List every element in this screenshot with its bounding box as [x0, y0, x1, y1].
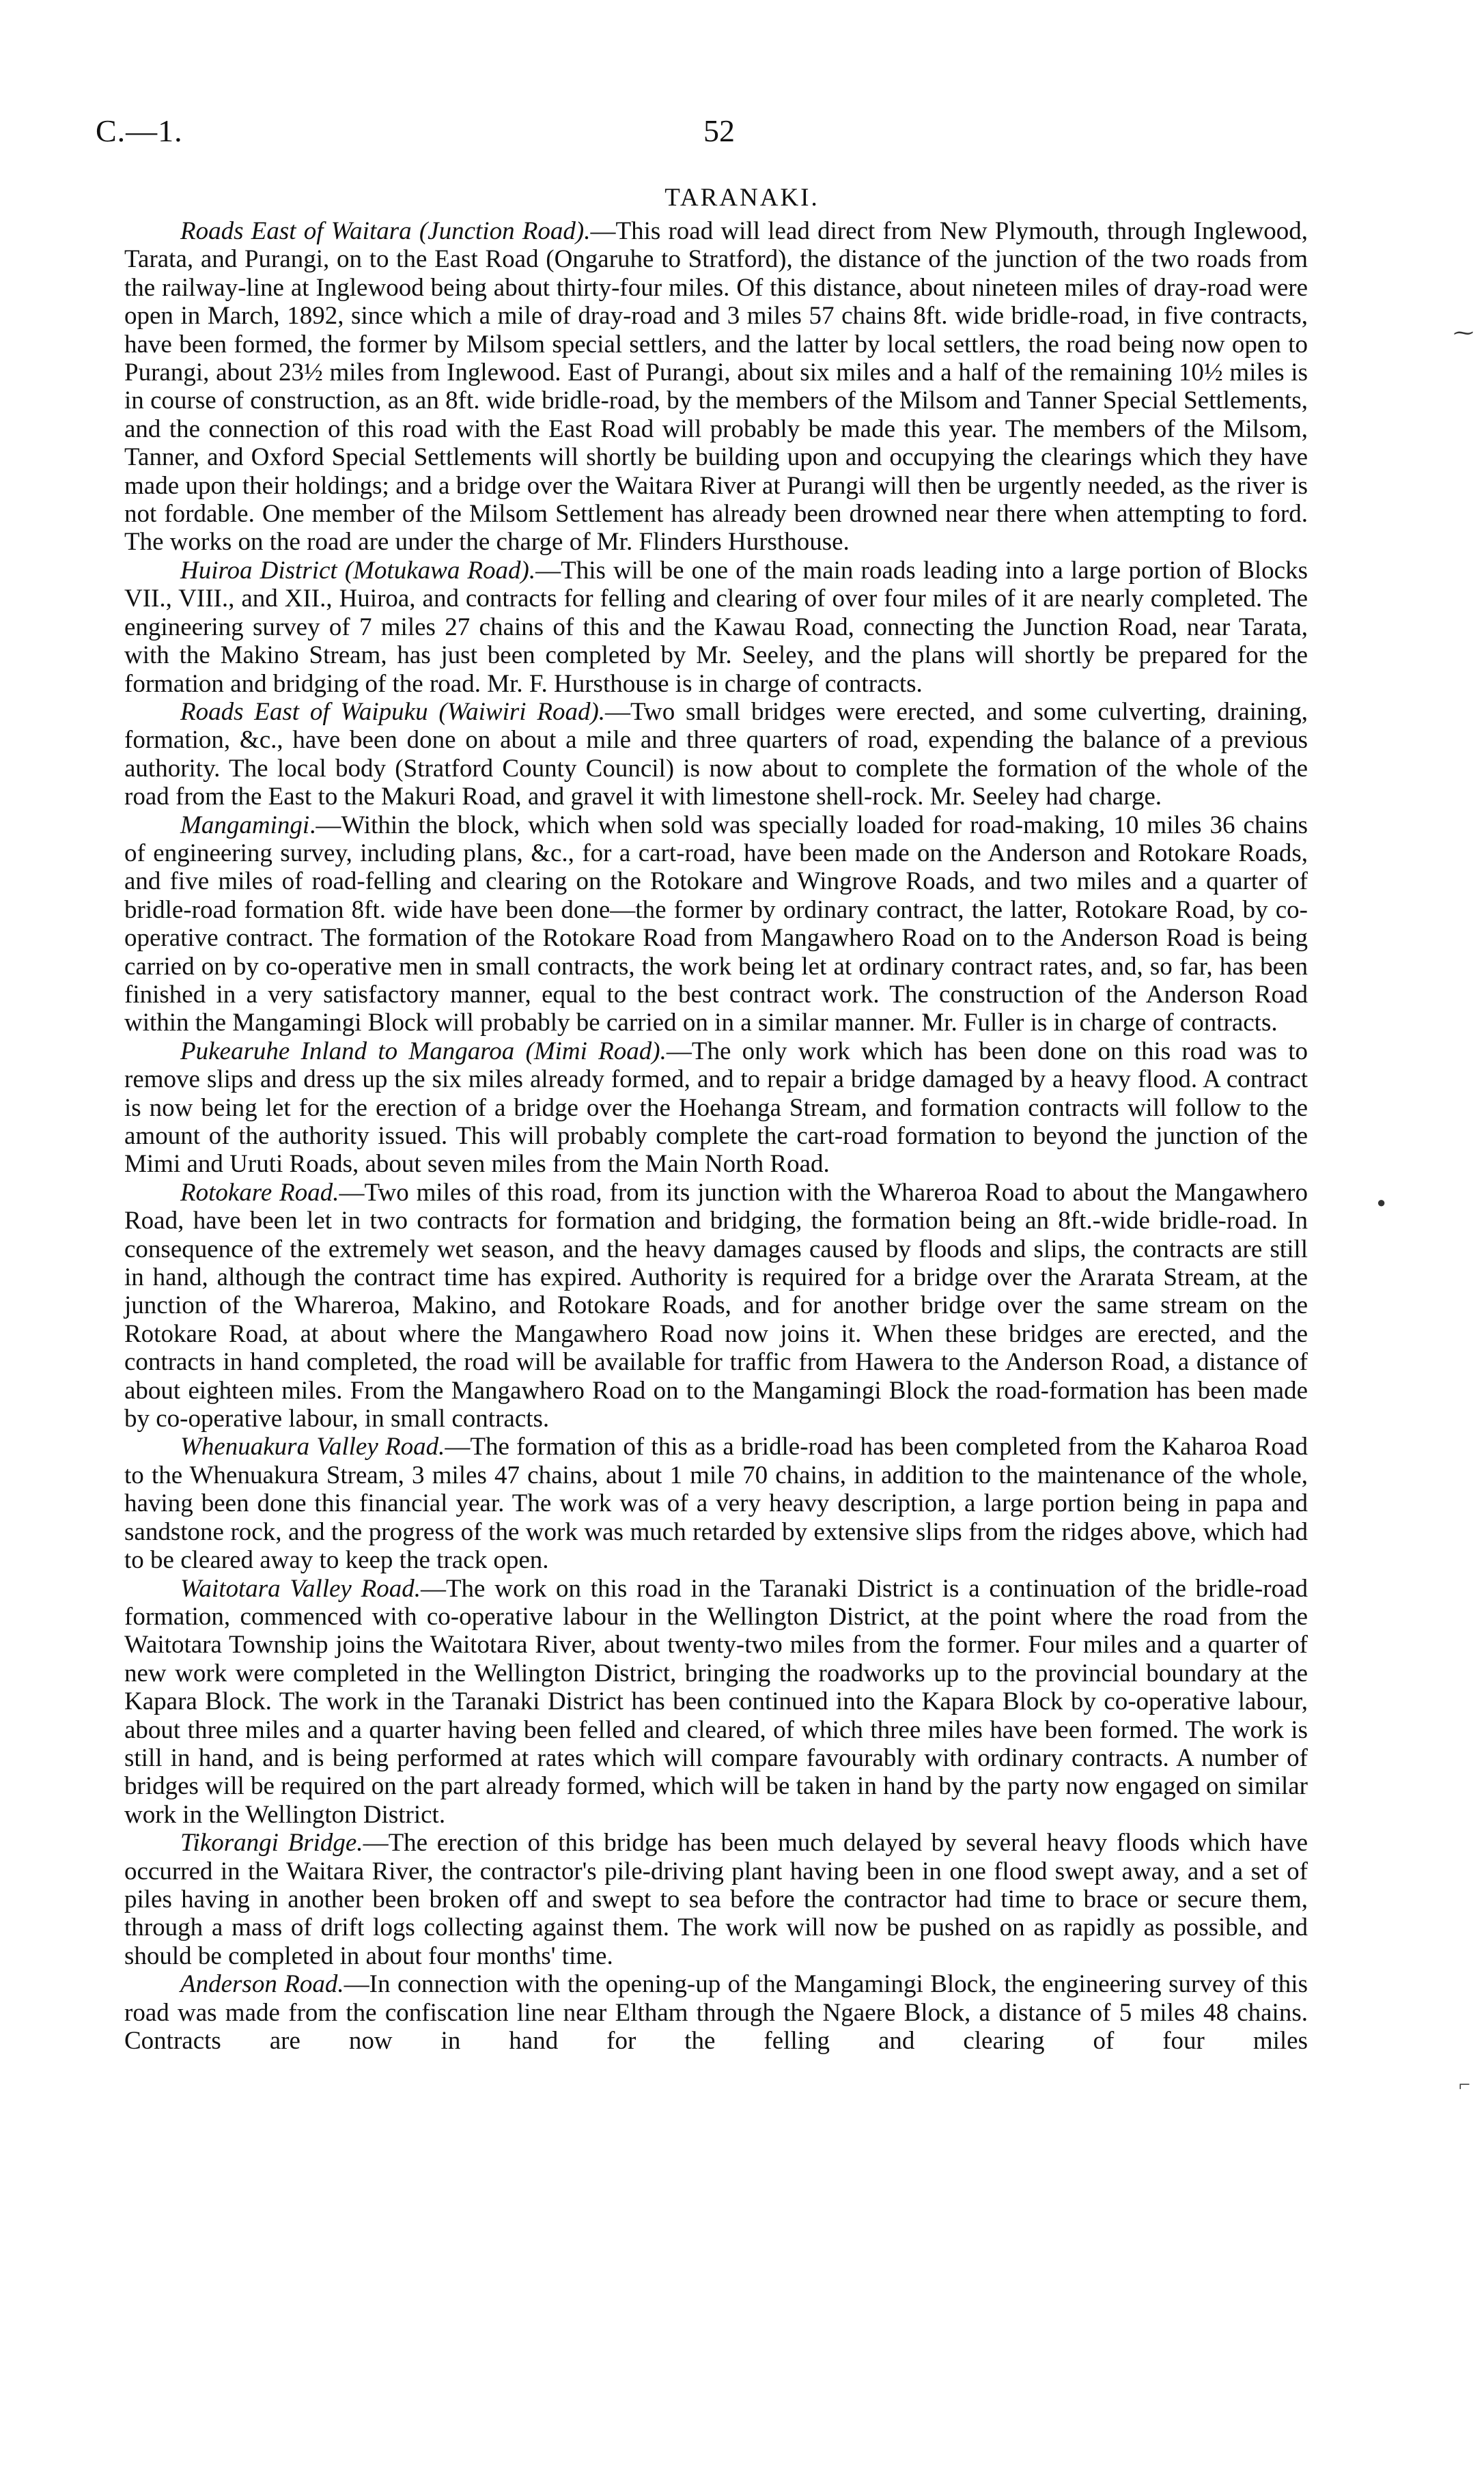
body-text: [124, 217, 1308, 2055]
paragraph-text: —The only work which has been done on this road was to remove slips and dress up the six miles already formed, and to repair a bridge damaged by a heavy flood. A contract is now being let for the erection of a bridge over the Hoehanga Stream, and formation contracts will follow to the amount of the authority issued. This will probably complete the cart-road formation to beyond the junction of the Mimi and Uruti Roads, about seven miles from the Main North Road.: [124, 1037, 1308, 1179]
paragraph-whenuakura-valley-road: [124, 1433, 1308, 1574]
paragraph-title: Rotokare Road.: [180, 1178, 339, 1207]
paragraph-text: —This will be one of the main roads leading into a large portion of Blocks VII., VIII., and XII., Huiroa, and contracts for felling and clearing of over four miles of it are nearly completed. The engineering survey of 7 miles 27 chains of this and the Kawau Road, connecting the Junction Road, near Tarata, with the Makino Stream, has just been completed by Mr. Seeley, and the plans will shortly be prepared for the formation and bridging of the road. Mr. F. Hursthouse is in charge of contracts.: [124, 556, 1308, 698]
paragraph-text: —In connection with the opening-up of the Mangamingi Block, the engineering survey of this road was made from the confiscation line near Eltham through the Ngaere Block, a distance of 5 miles 48 chains. Contracts are now in hand for the felling and clearing of four miles: [124, 1970, 1308, 2055]
paragraph-text: —The erection of this bridge has been much delayed by several heavy floods which have occurred in the Waitara River, the contractor's pile-driving plant having been in one flood swept away, and a set of piles having in another been broken off and swept to sea before the contractor had time to brace or secure them, through a mass of drift logs collecting against them. The work will now be pushed on as rapidly as possible, and should be completed in about four months' time.: [124, 1829, 1308, 1970]
paragraph-text: —The work on this road in the Taranaki District is a continuation of the bridle-road formation, commenced with co-operative labour in the Wellington District, at the point where the road from the Waitotara Township joins the Waitotara River, about twenty-two miles from the former. Four miles and a quarter of new work were completed in the Wellington District, bringing the roadworks up to the provincial boundary at the Kapara Block. The work in the Taranaki District has been continued into the Kapara Block by co-operative labour, about three miles and a quarter having been felled and cleared, of which three miles have been formed. The work is still in hand, and is being performed at rates which will compare favourably with ordinary contracts. A number of bridges will be required on the part already formed, which will be taken in hand by the party now engaged on similar work in the Wellington District.: [124, 1574, 1308, 1829]
paragraph-mangamingi: [124, 811, 1308, 1037]
paragraph-text: —Two small bridges were erected, and some culverting, draining, formation, &c., have been done on about a mile and three quarters of road, expending the balance of a previous authority. The local body (Stratford County Council) is now about to complete the formation of the whole of the road from the East to the Makuri Road, and gravel it with limestone shell-rock. Mr. Seeley had charge.: [124, 697, 1308, 811]
paragraph-text: —This road will lead direct from New Plymouth, through Inglewood, Tarata, and Purangi, on to the East Road (Ongaruhe to Stratford), the distance of the junction of the two roads from the railway-line at Inglewood being about thirty-four miles. Of this distance, about nineteen miles of dray-road were open in March, 1892, since which a mile of dray-road and 3 miles 57 chains 8ft. wide bridle-road, in five contracts, have been formed, the former by Milsom special settlers, and the latter by local settlers, the road being now open to Purangi, about 23½ miles from Inglewood. East of Purangi, about six miles and a half of the remaining 10½ miles is in course of construction, as an 8ft. wide bridle-road, by the members of the Milsom and Tanner Special Settlements, and the connection of this road with the East Road will probably be made this year. The members of the Milsom, Tanner, and Oxford Special Settlements will shortly be building upon and occupying the clearings which they have made upon their holdings; and a bridge over the Waitara River at Purangi will then be urgently needed, as the river is not fordable. One member of the Milsom Settlement has already been drowned near there when attempting to ford. The works on the road are under the charge of Mr. Flinders Hursthouse.: [124, 217, 1308, 557]
paragraph-title: Huiroa District (Motukawa Road).: [180, 556, 536, 585]
paragraph-rotokare-road: [124, 1179, 1308, 1433]
section-title: TARANAKI.: [664, 184, 820, 212]
paragraph-text: —The formation of this as a bridle-road has been completed from the Kaharoa Road to the Whenuakura Stream, 3 miles 47 chains, about 1 mile 70 chains, in addition to the maintenance of the whole, having been done this financial year. The work was of a very heavy description, a large portion being in papa and sandstone rock, and the progress of the work was much retarded by extensive slips from the ridges above, which had to be cleared away to keep the track open.: [124, 1433, 1308, 1575]
paragraph-waiwiri-road: [124, 698, 1308, 811]
paragraph-waitotara-valley-road: [124, 1575, 1308, 1829]
margin-scan-mark: ⁓: [1453, 322, 1474, 344]
paragraph-text: .—Within the block, which when sold was specially loaded for road-making, 10 miles 36 chains of engineering survey, including plans, &c., for a cart-road, have been made on the Anderson and Rotokare Roads, and five miles of road-felling and clearing on the Rotokare and Wingrove Roads, and two miles and a quarter of bridle-road formation 8ft. wide have been done—the former by ordinary contract, the latter, Rotokare Road, by co-operative contract. The formation of the Rotokare Road from Mangawhero Road on to the Anderson Road is being carried on by co-operative men in small contracts, the work being let at ordinary contract rates, and, so far, has been finished in a very satisfactory manner, equal to the best contract work. The construction of the Anderson Road within the Mangamingi Block will probably be carried on in a similar manner. Mr. Fuller is in charge of contracts.: [124, 811, 1308, 1037]
paragraph-motukawa-road: [124, 557, 1308, 698]
margin-scan-mark: ⌐: [1459, 2073, 1470, 2096]
paragraph-title: Pukearuhe Inland to Mangaroa (Mimi Road).: [180, 1037, 667, 1065]
paragraph-anderson-road: [124, 1970, 1308, 2055]
document-code: C.—1.: [96, 113, 183, 148]
margin-scan-dot: ●: [1377, 1194, 1386, 1211]
paragraph-title: Roads East of Waitara (Junction Road).: [180, 217, 591, 245]
paragraph-tikorangi-bridge: [124, 1829, 1308, 1970]
paragraph-title: Roads East of Waipuku (Waiwiri Road).: [180, 697, 606, 726]
paragraph-mimi-road: [124, 1037, 1308, 1179]
paragraph-title: Whenuakura Valley Road.: [180, 1433, 445, 1461]
paragraph-title: Mangamingi: [180, 811, 310, 839]
paragraph-title: Anderson Road.: [180, 1970, 344, 1999]
page-number: 52: [703, 113, 735, 148]
paragraph-title: Tikorangi Bridge.: [180, 1829, 363, 1857]
paragraph-junction-road: [124, 217, 1308, 557]
paragraph-text: —Two miles of this road, from its junction with the Whareroa Road to about the Mangawhero Road, have been let in two contracts for formation and bridging, the formation being an 8ft.-wide bridle-road. In consequence of the extremely wet season, and the heavy damages caused by floods and slips, the contracts are still in hand, although the contract time has expired. Authority is required for a bridge over the Ararata Stream, at the junction of the Whareroa, Makino, and Rotokare Roads, and for another bridge over the same stream on the Rotokare Road, at about where the Mangawhero Road now joins it. When these bridges are erected, and the contracts in hand completed, the road will be available for traffic from Hawera to the Anderson Road, a distance of about eighteen miles. From the Mangawhero Road on to the Mangamingi Block the road-formation has been made by co-operative labour, in small contracts.: [124, 1178, 1308, 1433]
paragraph-title: Waitotara Valley Road.: [180, 1574, 421, 1603]
